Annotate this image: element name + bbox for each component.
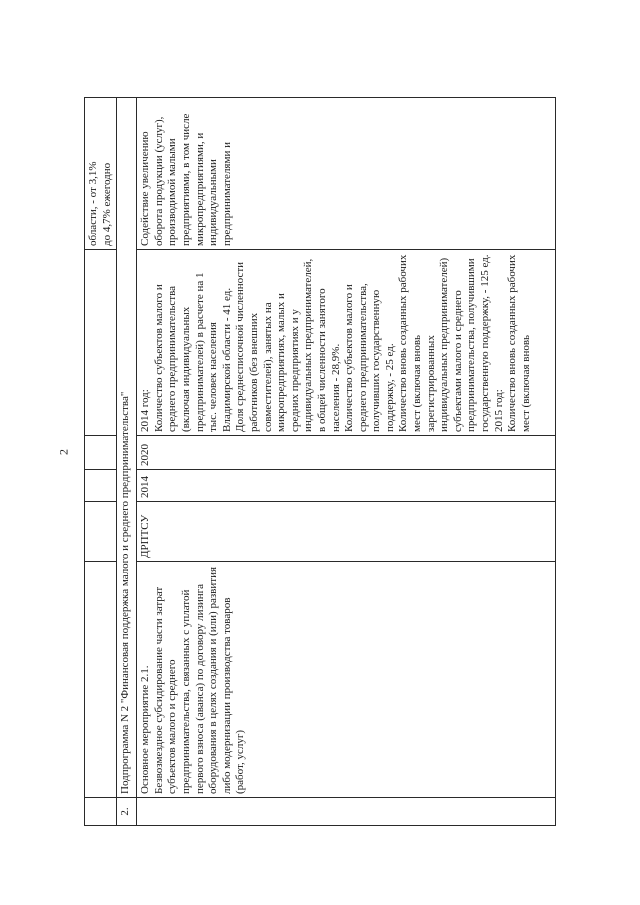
results-cell: 2014 год: Количество субъектов малого и среднего предпринимательства (включая индивидуальных предпринимателей) в расчете на 1 тыс. человек населения Владимирской области - 41 ед. Доля среднесписочной численности работников (без внешних совместителей), занятых на микропредприятиях, малых и средних предприятиях и у индивидуальных предпринимателей, в общей численности занятого населения - 28,9%. Количество субъектов малого и среднего предпринимательства, получивших государственную поддержку, - 25 ед. Количество вновь созданных рабочих мест (включая вновь зарегистрированных индивидуальных предпринимателей) субъектами малого и среднего предпринимательства, получившими государственную поддержку, - 125 ед. 2015 год: Количество вновь созданных рабочих мест (включая вновь	[137, 250, 556, 436]
document-table-rotated	[84, 98, 556, 826]
start-year-cell: 2014	[137, 470, 556, 502]
end-year-cell: 2020	[137, 436, 556, 470]
program-table	[84, 97, 556, 826]
table-row-subprogram	[117, 98, 137, 826]
table-row-activity	[137, 98, 556, 826]
subprogram-title: Подпрограмма N 2 "Финансовая поддержка малого и среднего предпринимательства"	[117, 98, 137, 798]
indicator-cell: области, - от 3,1% до 4,7% ежегодно	[85, 98, 117, 250]
subprogram-number: 2.	[117, 798, 137, 826]
executor-cell: ДРПТСУ	[137, 502, 556, 562]
activity-cell: Основное мероприятие 2.1. Безвозмездное субсидирование части затрат субъектов малого и среднего предпринимательства, связанных с уплатой первого взноса (аванса) по договору лизинга оборудования в целях создания и (или) развития либо модернизации производства товаров (работ, услуг)	[137, 562, 556, 798]
table-row-continuation	[85, 98, 117, 826]
goal-cell: Содействие увеличению оборота продукции (услуг), производимой малыми предприятиями, в том числе микропредприятиями, и индивидуальными предпринимателями и	[137, 98, 556, 250]
page-number: 2	[56, 449, 71, 455]
